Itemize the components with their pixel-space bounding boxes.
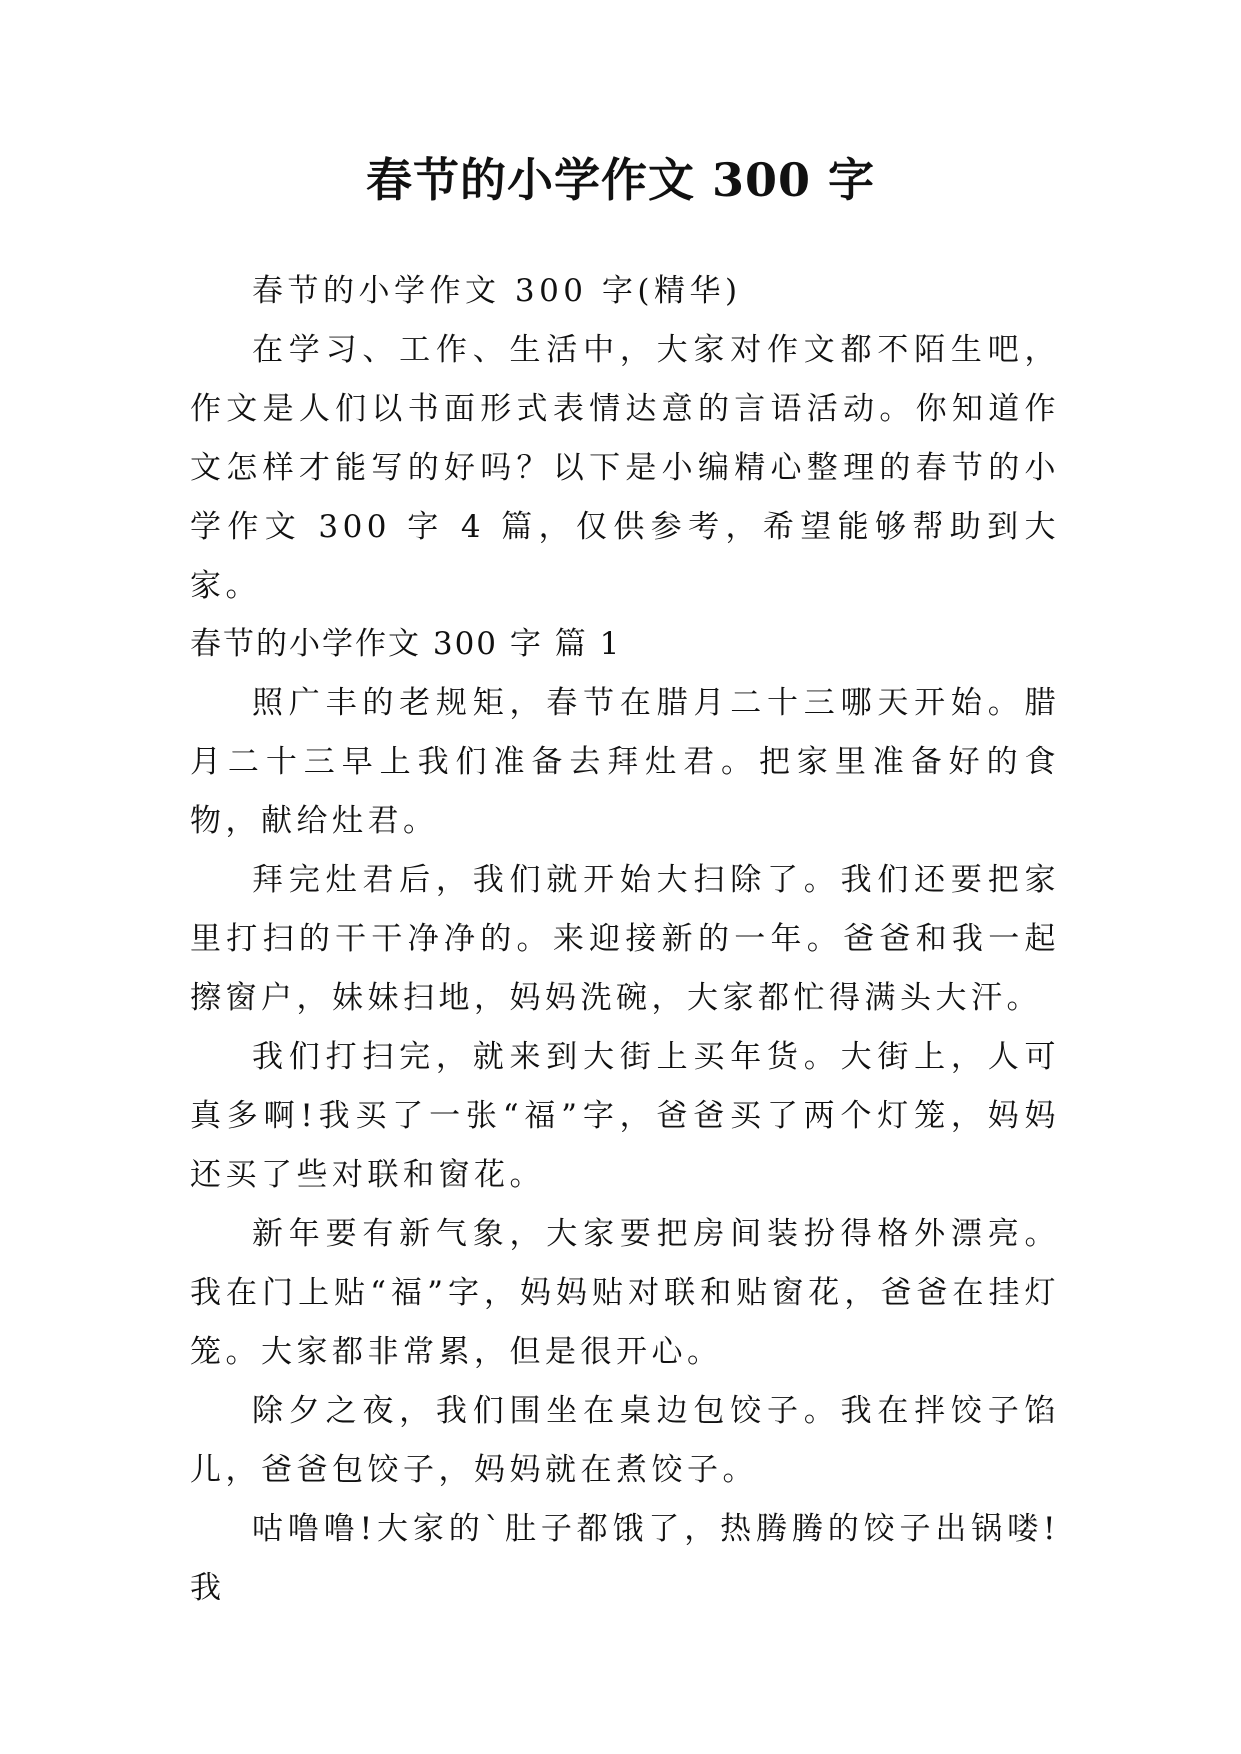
essay-paragraph: 除夕之夜，我们围坐在桌边包饺子。我在拌饺子馅儿，爸爸包饺子，妈妈就在煮饺子。 <box>190 1393 1060 1488</box>
intro-paragraph: 在学习、工作、生活中，大家对作文都不陌生吧，作文是人们以书面形式表情达意的言语活动。你知道作文怎样才能写的好吗？以下是小编精心整理的春节的小学作文 300 字 4 篇，仅供参考，希望能够帮助到大家。 <box>190 332 1060 604</box>
essay-paragraph: 照广丰的老规矩，春节在腊月二十三哪天开始。腊月二十三早上我们准备去拜灶君。把家里准备好的食物，献给灶君。 <box>190 685 1060 839</box>
essay-section <box>190 615 1060 1618</box>
essay-paragraph: 拜完灶君后，我们就开始大扫除了。我们还要把家里打扫的干干净净的。来迎接新的一年。爸爸和我一起擦窗户，妹妹扫地，妈妈洗碗，大家都忙得满头大汗。 <box>190 862 1060 1016</box>
essay-paragraph: 咕噜噜!大家的`肚子都饿了，热腾腾的饺子出锅喽!我 <box>190 1511 1060 1606</box>
intro-subtitle: 春节的小学作文 300 字(精华) <box>252 273 742 309</box>
essay-paragraph: 新年要有新气象，大家要把房间装扮得格外漂亮。我在门上贴“福”字，妈妈贴对联和贴窗花，爸爸在挂灯笼。大家都非常累，但是很开心。 <box>190 1216 1060 1370</box>
document-title: 春节的小学作文 300 字 <box>365 153 876 207</box>
intro-section <box>190 262 1060 616</box>
essay-paragraph: 我们打扫完，就来到大街上买年货。大街上，人可真多啊!我买了一张“福”字，爸爸买了两个灯笼，妈妈还买了些对联和窗花。 <box>190 1039 1060 1193</box>
essay-heading: 春节的小学作文 300 字 篇 1 <box>190 626 622 662</box>
